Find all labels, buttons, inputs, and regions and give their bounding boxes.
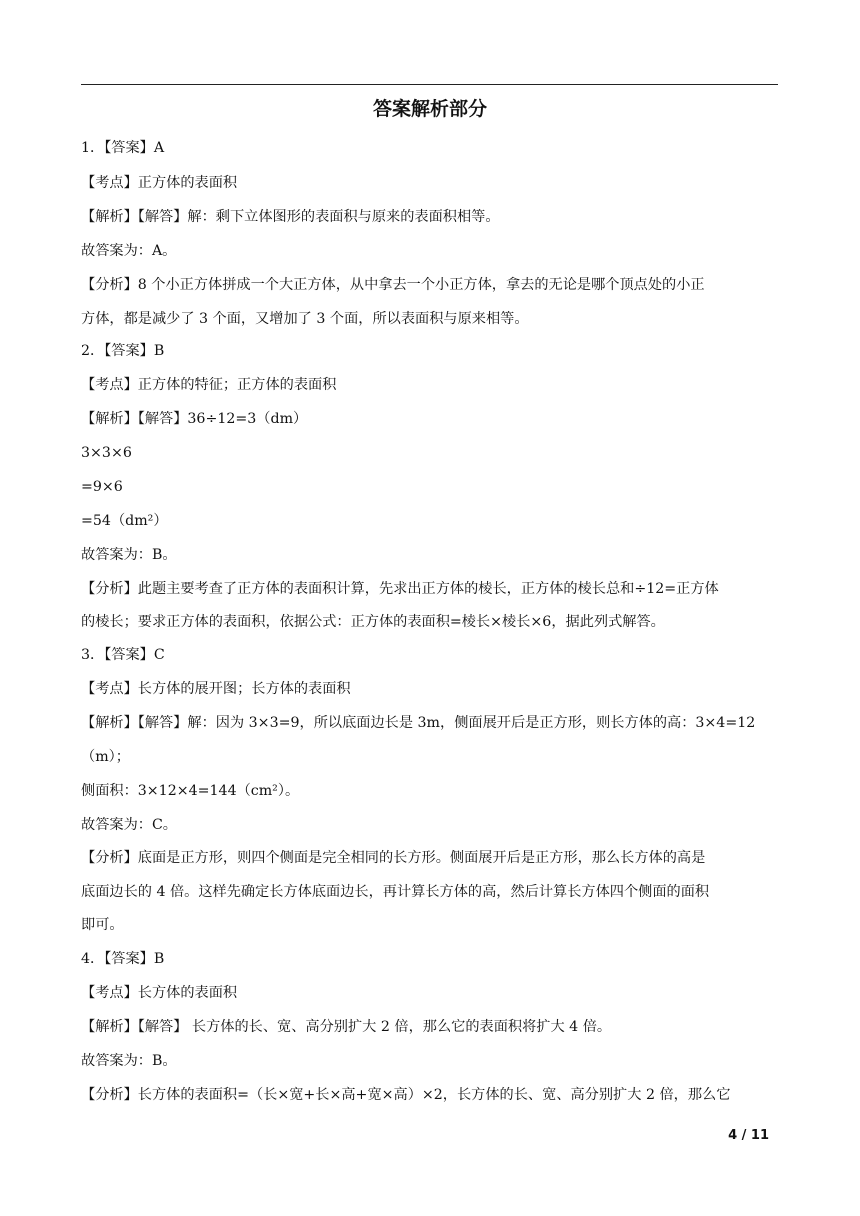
text-line: 4．【答案】B (81, 951, 165, 967)
text-line: 1．【答案】A (81, 140, 165, 156)
header-rule (81, 84, 778, 85)
text-line: 【考点】正方体的表面积 (81, 175, 238, 191)
text-line: 故答案为：B。 (81, 547, 177, 563)
text-line: 【解析】【解答】解：剩下立体图形的表面积与原来的表面积相等。 (81, 209, 500, 225)
text-line: 侧面积：3×12×4=144（cm²）。 (81, 783, 300, 799)
text-line: =54（dm²） (81, 513, 168, 529)
page-title: 答案解析部分 (372, 98, 487, 120)
text-line: 【考点】长方体的表面积 (81, 985, 238, 1001)
text-line: 【解析】【解答】 长方体的长、宽、高分别扩大 2 倍，那么它的表面积将扩大 4 倍。 (81, 1019, 612, 1035)
text-line: 【分析】长方体的表面积=（长×宽+长×高+宽×高）×2，长方体的长、宽、高分别扩大 2 倍，那么它 (81, 1087, 731, 1103)
page-number: 4 / 11 (728, 1128, 769, 1143)
text-line: 【解析】【解答】解：因为 3×3=9，所以底面边长是 3m，侧面展开后是正方形，则长方体的高：3×4=12 (81, 715, 756, 731)
text-line: 故答案为：B。 (81, 1053, 177, 1069)
text-line: 【分析】8 个小正方体拼成一个大正方体，从中拿去一个小正方体，拿去的无论是哪个顶点处的小正 (81, 277, 705, 293)
text-line: （m）； (81, 749, 130, 765)
text-line: 2．【答案】B (81, 343, 165, 359)
text-line: 【分析】此题主要考查了正方体的表面积计算，先求出正方体的棱长，正方体的棱长总和÷12=正方体 (81, 581, 719, 597)
text-line: 底面边长的 4 倍。这样先确定长方体底面边长，再计算长方体的高，然后计算长方体四个侧面的面积 (81, 884, 710, 900)
text-line: 【考点】长方体的展开图；长方体的表面积 (81, 681, 351, 697)
text-line: 3．【答案】C (81, 647, 165, 663)
text-line: 3×3×6 (81, 445, 132, 461)
text-line: 故答案为：A。 (81, 243, 177, 259)
text-line: 故答案为：C。 (81, 817, 177, 833)
text-line: 【分析】底面是正方形，则四个侧面是完全相同的长方形。侧面展开后是正方形，那么长方体的高是 (81, 850, 706, 866)
text-line: =9×6 (81, 479, 123, 495)
text-line: 方体，都是减少了 3 个面，又增加了 3 个面，所以表面积与原来相等。 (81, 311, 529, 327)
text-line: 即可。 (81, 917, 124, 933)
text-line: 【解析】【解答】36÷12=3（dm） (81, 411, 308, 427)
text-line: 的棱长；要求正方体的表面积，依据公式：正方体的表面积=棱长×棱长×6，据此列式解答。 (81, 614, 665, 630)
text-line: 【考点】正方体的特征；正方体的表面积 (81, 377, 337, 393)
